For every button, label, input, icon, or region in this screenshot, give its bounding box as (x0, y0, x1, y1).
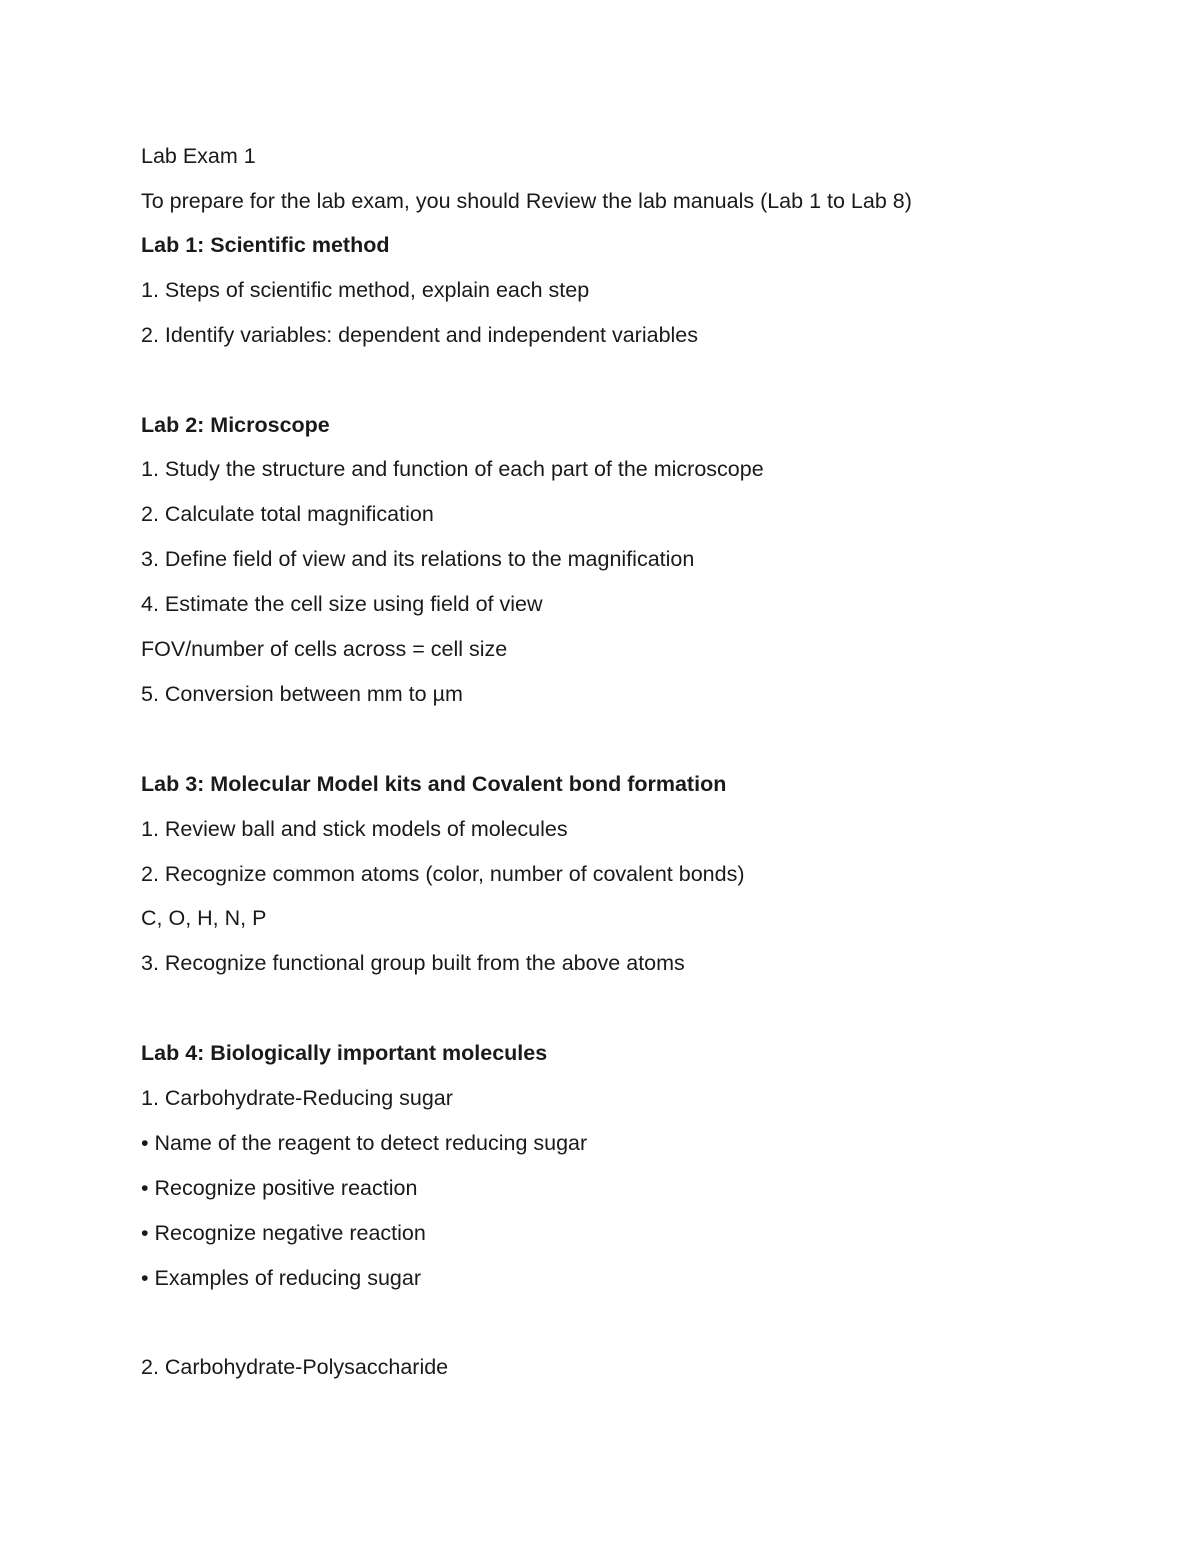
lab2-item: 4. Estimate the cell size using field of view (141, 592, 543, 616)
lab2-item: 1. Study the structure and function of each part of the microscope (141, 457, 764, 481)
lab4-bullet: • Recognize negative reaction (141, 1221, 426, 1245)
lab3-item: 2. Recognize common atoms (color, number of covalent bonds) (141, 862, 745, 886)
intro-text: To prepare for the lab exam, you should Review the lab manuals (Lab 1 to Lab 8) (141, 189, 912, 213)
lab2-item: 5. Conversion between mm to µm (141, 682, 463, 706)
lab3-item: 3. Recognize functional group built from the above atoms (141, 951, 685, 975)
lab1-item: 1. Steps of scientific method, explain each step (141, 278, 590, 302)
lab3-item: 1. Review ball and stick models of molecules (141, 817, 568, 841)
lab4-item: 2. Carbohydrate-Polysaccharide (141, 1355, 449, 1379)
lab4-bullet: • Name of the reagent to detect reducing sugar (141, 1131, 588, 1155)
lab2-formula: FOV/number of cells across = cell size (141, 637, 508, 661)
lab1-heading: Lab 1: Scientific method (141, 233, 390, 257)
lab4-item: 1. Carbohydrate-Reducing sugar (141, 1086, 453, 1110)
lab2-item: 2. Calculate total magnification (141, 502, 434, 526)
document-title: Lab Exam 1 (141, 144, 256, 168)
lab2-item: 3. Define field of view and its relations to the magnification (141, 547, 695, 571)
lab4-bullet: • Examples of reducing sugar (141, 1266, 422, 1290)
lab2-heading: Lab 2: Microscope (141, 413, 330, 437)
lab1-item: 2. Identify variables: dependent and independent variables (141, 323, 699, 347)
lab3-heading: Lab 3: Molecular Model kits and Covalent bond formation (141, 772, 727, 796)
lab4-heading: Lab 4: Biologically important molecules (141, 1041, 548, 1065)
lab3-atoms: C, O, H, N, P (141, 906, 267, 930)
lab4-bullet: • Recognize positive reaction (141, 1176, 418, 1200)
